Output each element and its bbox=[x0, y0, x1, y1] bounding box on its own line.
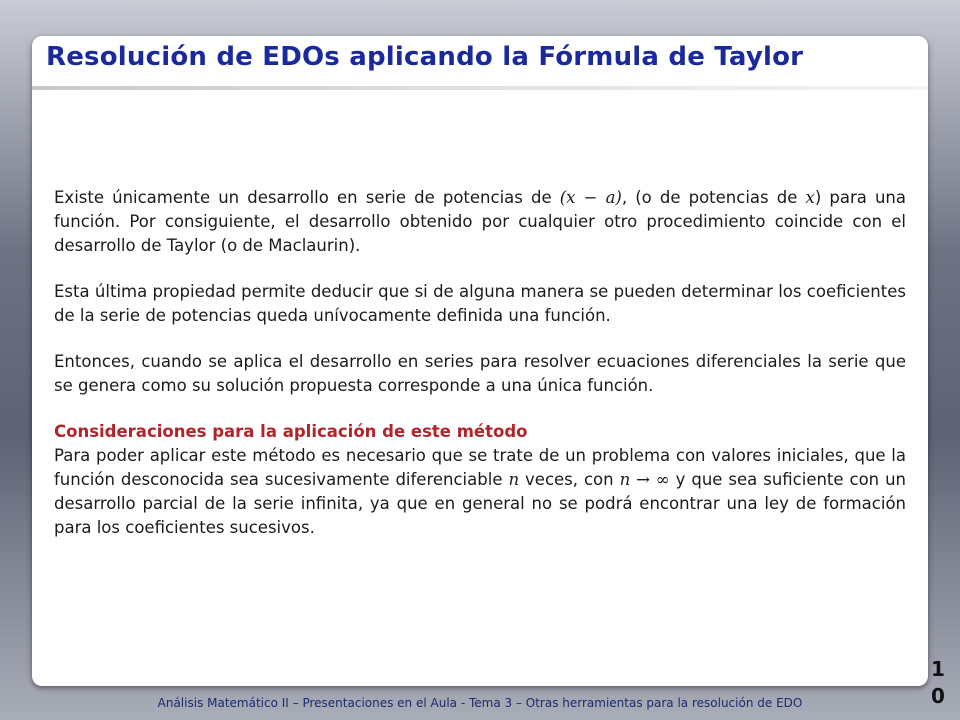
page-number-digit-1: 1 bbox=[931, 657, 945, 681]
page-number-digit-2: 0 bbox=[931, 684, 945, 708]
paragraph-4 bbox=[54, 420, 906, 540]
p4-math-n-to-infinity: n → ∞ bbox=[619, 470, 670, 489]
p1-text-b: , (o de potencias de bbox=[621, 188, 806, 207]
section-heading: Consideraciones para la aplicación de este método bbox=[54, 422, 528, 441]
paragraph-1 bbox=[54, 186, 906, 258]
p4-text-c: y que sea suficiente con un desarrollo parcial de la serie infinita, ya que en general no se podrá encontrar una ley de formación para los coeficientes sucesivos. bbox=[54, 470, 907, 537]
p4-text-a: Para poder aplicar este método es necesario que se trate de un problema con valores iniciales, que la función desconocida sea sucesivamente diferenciable bbox=[54, 446, 906, 489]
p1-text-a: Existe únicamente un desarrollo en serie de potencias de bbox=[54, 188, 560, 207]
paragraph-2: Esta última propiedad permite deducir que si de alguna manera se pueden determinar los coeficientes de la serie de potencias queda unívocamente definida una función. bbox=[54, 282, 906, 325]
p1-math-x-minus-a: (x − a) bbox=[559, 188, 622, 207]
slide-body bbox=[54, 186, 906, 540]
footer-text: Análisis Matemático II – Presentaciones en el Aula - Tema 3 – Otras herramientas para la resolución de EDO bbox=[157, 696, 803, 710]
p1-text-c: ) para una función. Por consiguiente, el desarrollo obtenido por cualquier otro procedimiento coincide con el desarrollo de Taylor (o de Maclaurin). bbox=[54, 188, 907, 255]
title-divider bbox=[32, 86, 928, 90]
p1-math-x: x bbox=[805, 188, 815, 207]
slide-card bbox=[32, 36, 928, 686]
p4-math-n: n bbox=[508, 470, 520, 489]
paragraph-3: Entonces, cuando se aplica el desarrollo en series para resolver ecuaciones diferenciales la serie que se genera como su solución propuesta corresponde a una única función. bbox=[54, 352, 906, 395]
slide-title: Resolución de EDOs aplicando la Fórmula de Taylor bbox=[46, 42, 804, 72]
p4-text-b: veces, con bbox=[519, 470, 620, 489]
